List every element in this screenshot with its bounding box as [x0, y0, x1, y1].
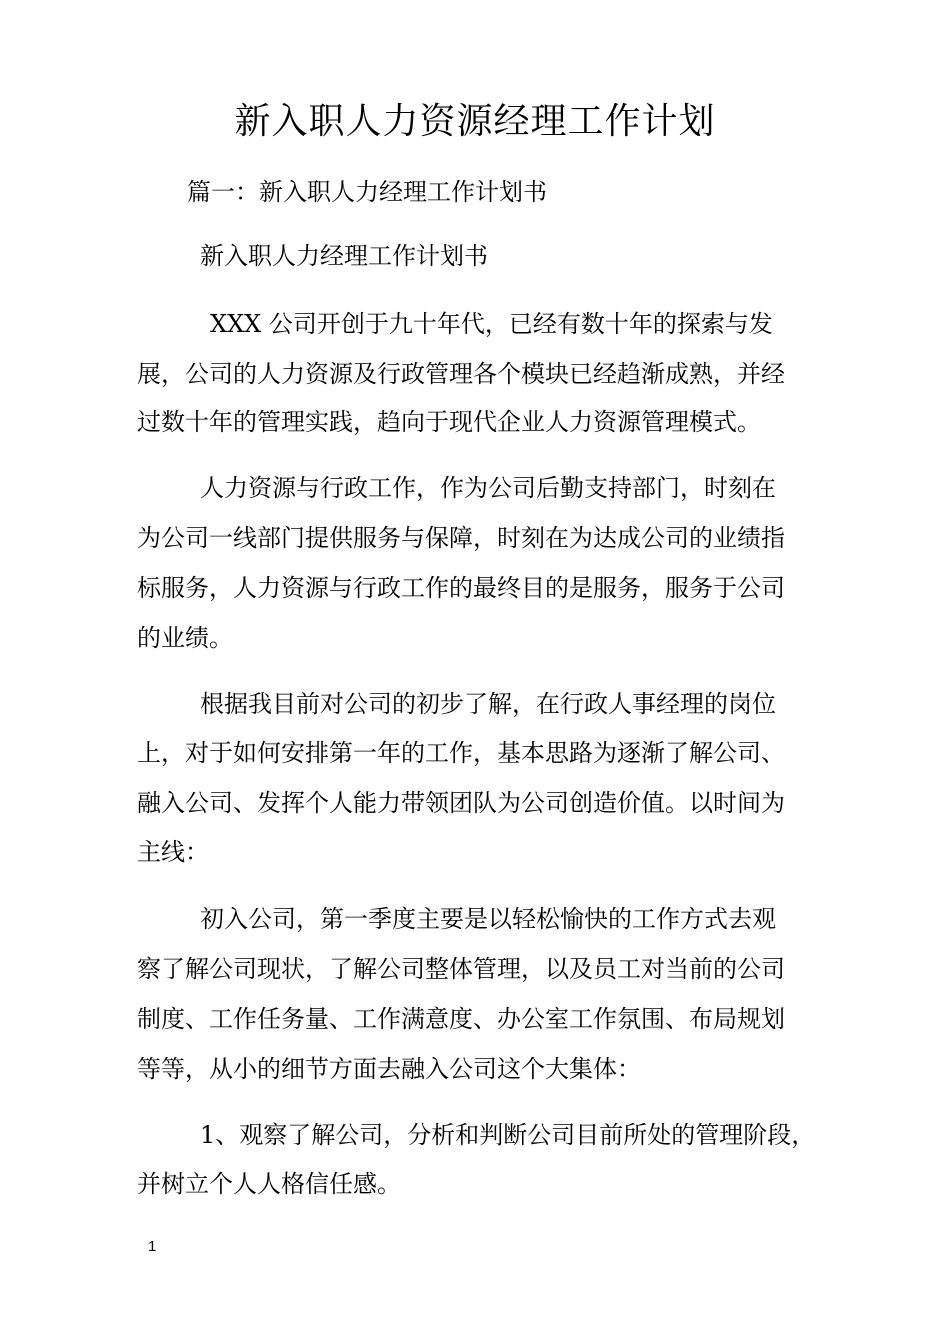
paragraph-3-line-1: 根据我目前对公司的初步了解，在行政人事经理的岗位: [200, 690, 776, 718]
paragraph-4-line-1: 初入公司，第一季度主要是以轻松愉快的工作方式去观: [200, 905, 776, 933]
paragraph-3-line-2: 上，对于如何安排第一年的工作，基本思路为逐渐了解公司、: [137, 739, 785, 767]
paragraph-4-line-4: 等等，从小的细节方面去融入公司这个大集体：: [137, 1055, 641, 1083]
paragraph-2-line-3: 标服务，人力资源与行政工作的最终目的是服务，服务于公司: [137, 574, 785, 602]
paragraph-1-line-3: 过数十年的管理实践，趋向于现代企业人力资源管理模式。: [137, 408, 761, 436]
sub-heading: 新入职人力经理工作计划书: [200, 242, 488, 270]
paragraph-3-line-4: 主线：: [137, 838, 209, 866]
paragraph-3-line-3: 融入公司、发挥个人能力带领团队为公司创造价值。以时间为: [137, 789, 785, 817]
paragraph-2-line-4: 的业绩。: [137, 624, 233, 652]
paragraph-2-line-1: 人力资源与行政工作，作为公司后勤支持部门，时刻在: [200, 474, 776, 502]
paragraph-1-line-2: 展，公司的人力资源及行政管理各个模块已经趋渐成熟，并经: [137, 360, 785, 388]
paragraph-1-line-1: XXX 公司开创于九十年代，已经有数十年的探索与发: [210, 310, 773, 338]
paragraph-2-line-2: 为公司一线部门提供服务与保障，时刻在为达成公司的业绩指: [137, 524, 785, 552]
paragraph-5-line-2: 并树立个人人格信任感。: [137, 1170, 401, 1198]
paragraph-4-line-3: 制度、工作任务量、工作满意度、办公室工作氛围、布局规划: [137, 1005, 785, 1033]
paragraph-4-line-2: 察了解公司现状，了解公司整体管理，以及员工对当前的公司: [137, 955, 785, 983]
document-title: 新入职人力资源经理工作计划: [234, 101, 716, 142]
page-number: 1: [148, 1238, 157, 1255]
section-heading: 篇一：新入职人力经理工作计划书: [187, 178, 547, 206]
paragraph-5-line-1: 1、观察了解公司，分析和判断公司目前所处的管理阶段，: [200, 1121, 816, 1149]
